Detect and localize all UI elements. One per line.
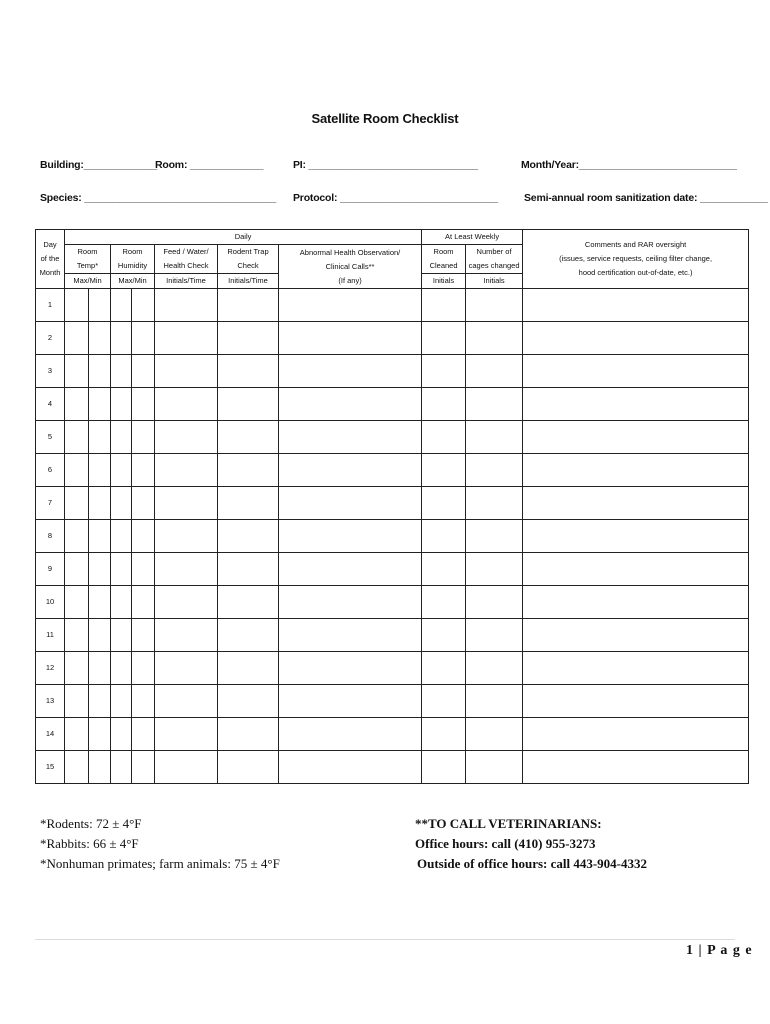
entry-cell[interactable] [111,652,132,685]
entry-cell[interactable] [65,685,89,718]
entry-cell[interactable] [132,487,155,520]
entry-cell[interactable] [111,388,132,421]
entry-cell[interactable] [132,685,155,718]
entry-cell[interactable] [89,355,111,388]
rodent-trap-header: Rodent Trap Check [218,245,279,274]
table-row [36,289,749,322]
entry-cell[interactable] [279,520,422,553]
entry-cell[interactable] [422,718,466,751]
entry-cell[interactable] [132,718,155,751]
entry-cell[interactable] [466,751,523,784]
entry-cell[interactable] [132,322,155,355]
checklist-table [35,229,749,784]
entry-cell[interactable] [279,421,422,454]
entry-cell[interactable] [132,619,155,652]
entry-cell[interactable] [466,355,523,388]
entry-cell[interactable] [155,322,218,355]
entry-cell[interactable] [111,520,132,553]
day-number: 3 [36,355,65,388]
entry-cell[interactable] [89,421,111,454]
room-temp-header: Room Temp* [65,245,111,274]
table-row [36,520,749,553]
entry-cell[interactable] [523,652,749,685]
entry-cell[interactable] [279,322,422,355]
entry-cell[interactable] [65,487,89,520]
entry-cell[interactable] [111,586,132,619]
entry-cell[interactable] [111,685,132,718]
entry-cell[interactable] [65,520,89,553]
entry-cell[interactable] [89,652,111,685]
entry-cell[interactable] [422,487,466,520]
table-row [36,388,749,421]
table-row [36,322,749,355]
entry-cell[interactable] [218,322,279,355]
entry-cell[interactable] [132,652,155,685]
entry-cell[interactable] [89,751,111,784]
entry-cell[interactable] [155,553,218,586]
entry-cell[interactable] [466,322,523,355]
vet-office-hours: Office hours: call (410) 955-3273 [415,836,596,851]
entry-cell[interactable] [523,355,749,388]
entry-cell[interactable] [279,289,422,322]
entry-cell[interactable] [279,388,422,421]
entry-cell[interactable] [523,454,749,487]
entry-cell[interactable] [89,718,111,751]
entry-cell[interactable] [155,520,218,553]
entry-cell[interactable] [65,322,89,355]
day-number: 13 [36,685,65,718]
entry-cell[interactable] [422,586,466,619]
entry-cell[interactable] [65,421,89,454]
vet-after-hours: Outside of office hours: call 443-904-4332 [417,856,648,871]
entry-cell[interactable] [422,751,466,784]
entry-cell[interactable] [466,553,523,586]
entry-cell[interactable] [65,388,89,421]
note-primates: *Nonhuman primates; farm animals: 75 ± 4°F [40,856,280,871]
entry-cell[interactable] [65,586,89,619]
day-number: 8 [36,520,65,553]
day-number: 9 [36,553,65,586]
entry-cell[interactable] [132,355,155,388]
entry-cell[interactable] [523,586,749,619]
vet-heading: **TO CALL VETERINARIANS: [415,816,602,831]
entry-cell[interactable] [523,751,749,784]
entry-cell[interactable] [466,619,523,652]
entry-cell[interactable] [279,751,422,784]
page-number: 1 | P a g e [686,943,753,958]
entry-cell[interactable] [132,751,155,784]
day-number: 10 [36,586,65,619]
entry-cell[interactable] [466,421,523,454]
trap-unit: Initials/Time [218,274,279,289]
entry-cell[interactable] [155,718,218,751]
feed-unit: Initials/Time [155,274,218,289]
entry-cell[interactable] [111,751,132,784]
entry-cell[interactable] [111,487,132,520]
entry-cell[interactable] [466,652,523,685]
entry-cell[interactable] [422,553,466,586]
entry-cell[interactable] [65,652,89,685]
group-daily: Daily [65,230,422,245]
entry-cell[interactable] [422,355,466,388]
veterinarian-contact [415,814,647,874]
entry-cell[interactable] [279,586,422,619]
table-row [36,553,749,586]
table-row [36,652,749,685]
entry-cell[interactable] [218,553,279,586]
entry-cell[interactable] [89,586,111,619]
entry-cell[interactable] [155,685,218,718]
entry-cell[interactable] [132,520,155,553]
entry-cell[interactable] [65,751,89,784]
entry-cell[interactable] [279,652,422,685]
entry-cell[interactable] [466,487,523,520]
temp-unit: Max/Min [65,274,111,289]
entry-cell[interactable] [279,487,422,520]
page-title: Satellite Room Checklist [311,111,459,126]
table-row [36,685,749,718]
entry-cell[interactable] [65,718,89,751]
cages-unit: Initials [466,274,523,289]
entry-cell[interactable] [279,718,422,751]
entry-cell[interactable] [89,619,111,652]
entry-cell[interactable] [466,289,523,322]
humidity-unit: Max/Min [111,274,155,289]
day-number: 4 [36,388,65,421]
entry-cell[interactable] [89,520,111,553]
entry-cell[interactable] [218,487,279,520]
entry-cell[interactable] [523,487,749,520]
entry-cell[interactable] [89,454,111,487]
entry-cell[interactable] [422,454,466,487]
table-row [36,454,749,487]
month-year-field: Month/Year:____________________________ [521,159,737,171]
comments-header: Comments and RAR oversight (issues, service requests, ceiling filter change, hood certification out-of-date, etc.) [523,230,749,289]
entry-cell[interactable] [65,355,89,388]
temperature-notes [40,814,280,874]
entry-cell[interactable] [218,289,279,322]
table-row [36,718,749,751]
entry-cell[interactable] [523,322,749,355]
entry-cell[interactable] [89,388,111,421]
entry-cell[interactable] [279,685,422,718]
entry-cell[interactable] [155,454,218,487]
entry-cell[interactable] [155,586,218,619]
day-number: 15 [36,751,65,784]
room-field: Room: _____________ [155,159,264,171]
day-number: 5 [36,421,65,454]
entry-cell[interactable] [111,421,132,454]
entry-cell[interactable] [65,454,89,487]
entry-cell[interactable] [422,619,466,652]
entry-cell[interactable] [422,322,466,355]
entry-cell[interactable] [111,619,132,652]
entry-cell[interactable] [155,289,218,322]
entry-cell[interactable] [218,619,279,652]
entry-cell[interactable] [466,520,523,553]
entry-cell[interactable] [65,289,89,322]
entry-cell[interactable] [422,520,466,553]
entry-cell[interactable] [89,487,111,520]
entry-cell[interactable] [155,751,218,784]
entry-cell[interactable] [279,454,422,487]
pi-field: PI: ______________________________ [293,159,478,171]
entry-cell[interactable] [132,586,155,619]
entry-cell[interactable] [155,355,218,388]
entry-cell[interactable] [155,652,218,685]
entry-cell[interactable] [132,289,155,322]
table-row [36,421,749,454]
entry-cell[interactable] [218,718,279,751]
sanitization-date-field: Semi-annual room sanitization date: ____________ [524,192,768,204]
entry-cell[interactable] [218,586,279,619]
entry-cell[interactable] [132,388,155,421]
entry-cell[interactable] [279,553,422,586]
entry-cell[interactable] [218,355,279,388]
entry-cell[interactable] [111,355,132,388]
entry-cell[interactable] [466,388,523,421]
entry-cell[interactable] [279,619,422,652]
group-weekly: At Least Weekly [422,230,523,245]
day-number: 7 [36,487,65,520]
entry-cell[interactable] [111,322,132,355]
entry-cell[interactable] [155,487,218,520]
entry-cell[interactable] [218,454,279,487]
note-rabbits: *Rabbits: 66 ± 4°F [40,836,139,851]
table-row [36,487,749,520]
day-number: 11 [36,619,65,652]
entry-cell[interactable] [523,619,749,652]
entry-cell[interactable] [132,454,155,487]
entry-cell[interactable] [218,388,279,421]
entry-cell[interactable] [111,553,132,586]
table-row [36,355,749,388]
day-number: 12 [36,652,65,685]
footer-divider [35,939,735,940]
entry-cell[interactable] [111,454,132,487]
entry-cell[interactable] [89,322,111,355]
table-row [36,586,749,619]
entry-cell[interactable] [155,388,218,421]
protocol-field: Protocol: ____________________________ [293,192,498,204]
entry-cell[interactable] [422,289,466,322]
entry-cell[interactable] [89,685,111,718]
day-number: 14 [36,718,65,751]
entry-cell[interactable] [523,718,749,751]
entry-cell[interactable] [279,355,422,388]
entry-cell[interactable] [65,553,89,586]
entry-cell[interactable] [523,421,749,454]
feed-water-header: Feed / Water/ Health Check [155,245,218,274]
entry-cell[interactable] [466,718,523,751]
entry-cell[interactable] [422,652,466,685]
entry-cell[interactable] [523,553,749,586]
entry-cell[interactable] [422,421,466,454]
entry-cell[interactable] [89,553,111,586]
abnormal-health-header: Abnormal Health Observation/ Clinical Calls** (If any) [279,245,422,289]
table-row [36,751,749,784]
note-rodents: *Rodents: 72 ± 4°F [40,816,142,831]
entry-cell[interactable] [523,289,749,322]
entry-cell[interactable] [132,553,155,586]
entry-cell[interactable] [422,388,466,421]
entry-cell[interactable] [466,586,523,619]
entry-cell[interactable] [523,520,749,553]
entry-cell[interactable] [218,520,279,553]
day-number: 6 [36,454,65,487]
entry-cell[interactable] [155,619,218,652]
entry-cell[interactable] [111,718,132,751]
entry-cell[interactable] [218,421,279,454]
building-field: Building:_____________ [40,159,158,171]
species-field: Species: __________________________________ [40,192,277,204]
cages-changed-header: Number of cages changed [466,245,523,274]
entry-cell[interactable] [111,289,132,322]
entry-cell[interactable] [523,388,749,421]
room-cleaned-header: Room Cleaned [422,245,466,274]
day-number: 2 [36,322,65,355]
entry-cell[interactable] [466,685,523,718]
entry-cell[interactable] [218,685,279,718]
entry-cell[interactable] [132,421,155,454]
cleaned-unit: Initials [422,274,466,289]
day-header: Day of the Month [36,230,65,289]
table-row [36,619,749,652]
entry-cell[interactable] [466,454,523,487]
entry-cell[interactable] [523,685,749,718]
entry-cell[interactable] [155,421,218,454]
entry-cell[interactable] [422,685,466,718]
entry-cell[interactable] [218,751,279,784]
entry-cell[interactable] [218,652,279,685]
day-number: 1 [36,289,65,322]
room-humidity-header: Room Humidity [111,245,155,274]
entry-cell[interactable] [65,619,89,652]
entry-cell[interactable] [89,289,111,322]
